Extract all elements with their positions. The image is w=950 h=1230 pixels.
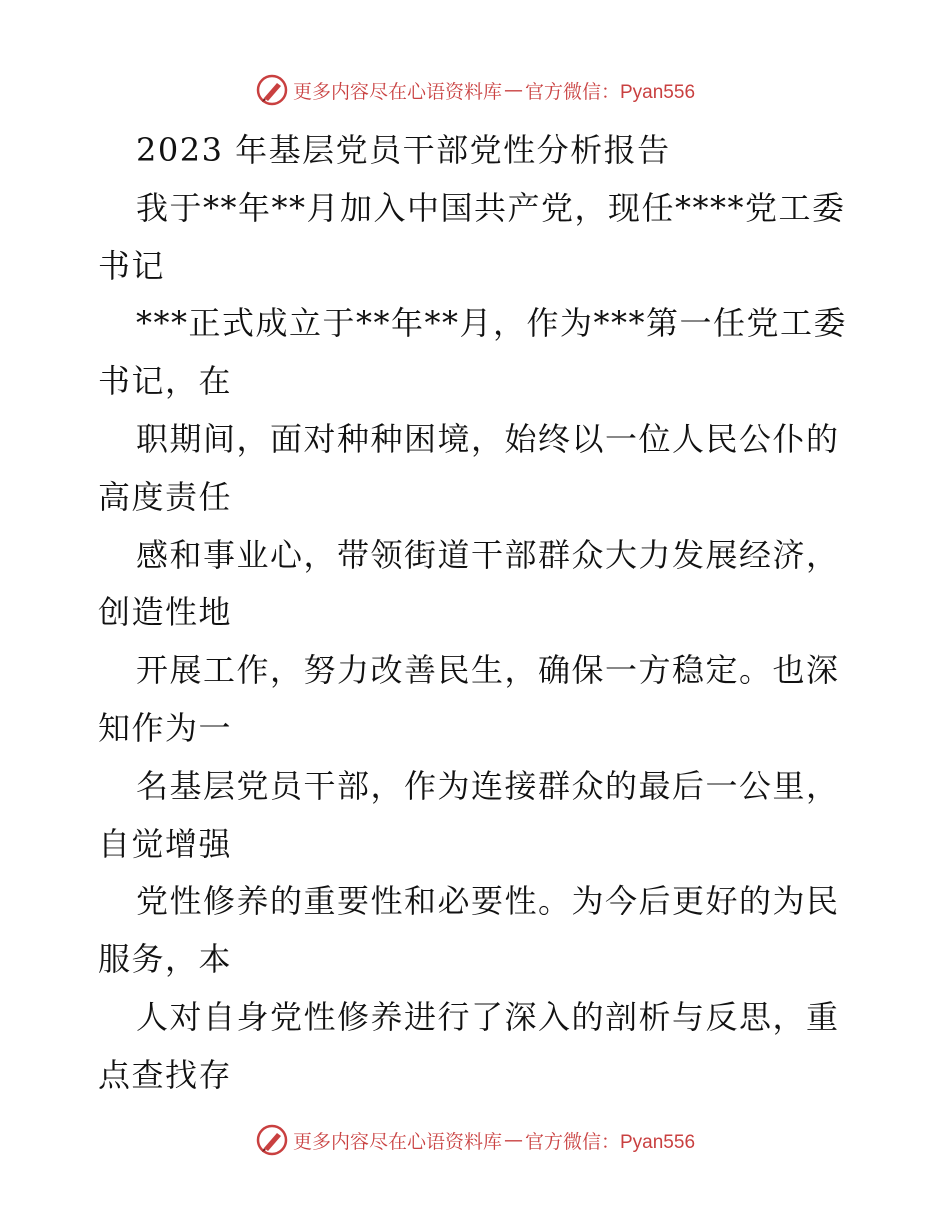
document-body: [98, 122, 858, 1105]
text-line: 书记，在: [98, 362, 233, 401]
footer-watermark: [0, 1120, 950, 1160]
text-line: 书记: [98, 246, 166, 285]
watermark-wechat: 官方微信：Pyan556: [525, 1131, 696, 1153]
text-line: 名基层党员干部，作为连接群众的最后一公里，: [136, 766, 840, 805]
text-line: ***正式成立于**年**月，作为***第一任党工委: [136, 304, 848, 343]
text-line: 服务，本: [98, 940, 233, 979]
header-watermark: [0, 70, 950, 110]
pen-logo-icon: [255, 1123, 289, 1157]
text-line: 开展工作，努力改善民生，确保一方稳定。也深: [136, 651, 840, 690]
text-line: 我于**年**月加入中国共产党，现任****党工委: [136, 188, 846, 227]
watermark-wechat: 官方微信：Pyan556: [525, 81, 696, 103]
text-line: 感和事业心，带领街道干部群众大力发展经济，: [136, 535, 840, 574]
text-line: 知作为一: [98, 708, 233, 747]
text-line: 人对自身党性修养进行了深入的剖析与反思，重: [136, 997, 840, 1036]
text-line: 党性修养的重要性和必要性。为今后更好的为民: [136, 882, 840, 921]
watermark-separator: —: [504, 79, 523, 101]
text-line: 创造性地: [98, 593, 233, 632]
text-line: 自觉增强: [98, 824, 233, 863]
watermark-text: 更多内容尽在心语资料库: [292, 80, 502, 103]
document-title: 2023 年基层党员干部党性分析报告: [136, 131, 671, 169]
pen-logo-icon: [255, 73, 289, 107]
text-line: 点查找存: [98, 1055, 233, 1094]
watermark-separator: —: [504, 1129, 523, 1151]
text-line: 职期间，面对种种困境，始终以一位人民公仆的: [136, 419, 840, 458]
watermark-text: 更多内容尽在心语资料库: [292, 1130, 502, 1153]
text-line: 高度责任: [98, 477, 233, 516]
